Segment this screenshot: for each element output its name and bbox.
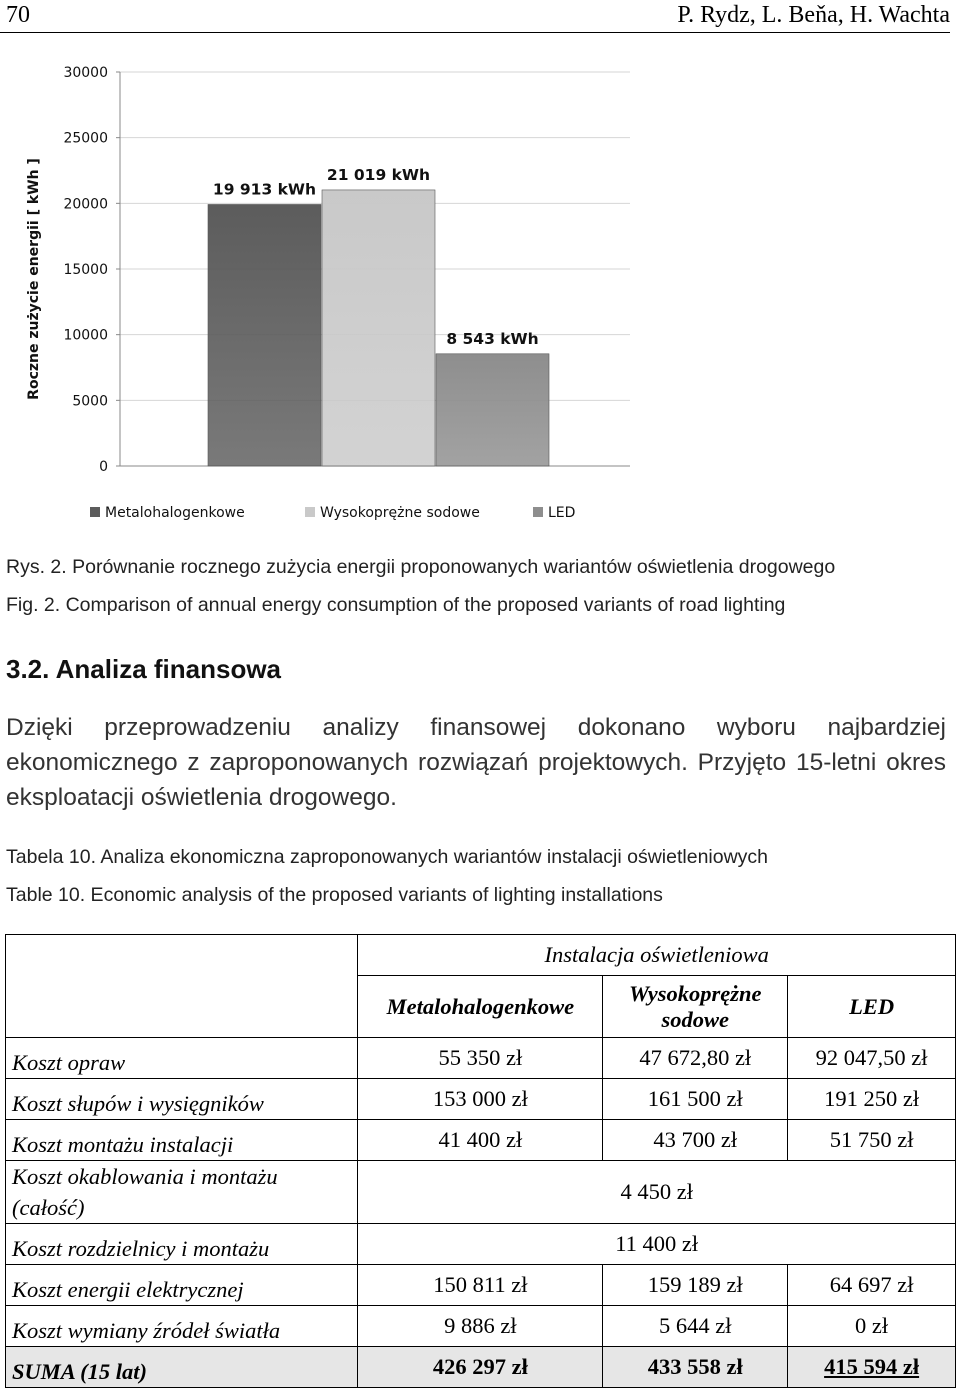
table-cell: 150 811 zł [358, 1265, 603, 1306]
y-tick-label: 30000 [63, 65, 108, 81]
table-row [6, 1265, 956, 1306]
table-cell: 9 886 zł [358, 1306, 603, 1347]
row-label: Koszt wymiany źródeł światła [6, 1306, 358, 1347]
best-total-value: 415 594 zł [824, 1354, 920, 1379]
data-label: 21 019 kWh [326, 165, 431, 184]
total-label: SUMA (15 lat) [6, 1347, 358, 1388]
chart-canvas [0, 44, 640, 540]
running-authors: P. Rydz, L. Beňa, H. Wachta [677, 2, 950, 28]
legend-swatch [305, 507, 315, 517]
total-cell: 426 297 zł [358, 1347, 603, 1388]
legend-swatch [533, 507, 543, 517]
legend-label: Wysokoprężne sodowe [320, 505, 480, 521]
table-cell: 43 700 zł [603, 1120, 788, 1161]
column-header: Metalohalogenkowe [358, 976, 603, 1038]
table-cell: 92 047,50 zł [788, 1038, 956, 1079]
table-total-row [6, 1347, 956, 1388]
data-label: 8 543 kWh [446, 329, 539, 348]
bar-metalohalogenkowe [208, 204, 321, 466]
table-cell: 0 zł [788, 1306, 956, 1347]
row-label: Koszt opraw [6, 1038, 358, 1079]
table-cell: 47 672,80 zł [603, 1038, 788, 1079]
energy-bar-chart [0, 44, 640, 540]
table-cell: 191 250 zł [788, 1079, 956, 1120]
economic-analysis-table [5, 934, 956, 1388]
column-header: Wysokoprężne sodowe [603, 976, 788, 1038]
table-cell: 64 697 zł [788, 1265, 956, 1306]
table-row [6, 1079, 956, 1120]
bar-wysokopr-ne-sodowe [322, 190, 435, 466]
merged-cell: 4 450 zł [358, 1161, 956, 1224]
legend-label: Metalohalogenkowe [105, 505, 245, 521]
table-row [6, 1161, 956, 1224]
table-row [6, 1120, 956, 1161]
section-heading: 3.2. Analiza finansowa [6, 654, 282, 684]
table-row [6, 1038, 956, 1079]
y-tick-label: 5000 [72, 393, 108, 410]
table-row [6, 1224, 956, 1265]
row-label: Koszt okablowania i montażu (całość) [6, 1161, 358, 1224]
table-row [6, 1306, 956, 1347]
figure-caption-en: Fig. 2. Comparison of annual energy consumption of the proposed variants of road lighting [6, 594, 786, 616]
running-header [0, 0, 950, 33]
table-caption-pl: Tabela 10. Analiza ekonomiczna zaproponowanych wariantów instalacji oświetleniowych [6, 846, 769, 868]
y-tick-label: 0 [99, 459, 108, 475]
table-cell: 41 400 zł [358, 1120, 603, 1161]
y-tick-label: 15000 [63, 262, 108, 278]
row-label: Koszt rozdzielnicy i montażu [6, 1224, 358, 1265]
table-header-row [6, 935, 956, 976]
y-tick-label: 25000 [63, 130, 108, 147]
table-cell: 159 189 zł [603, 1265, 788, 1306]
data-label: 19 913 kWh [212, 180, 317, 199]
figure-caption-pl: Rys. 2. Porównanie rocznego zużycia energii proponowanych wariantów oświetlenia drogowego [6, 556, 836, 578]
column-header: LED [788, 976, 956, 1038]
table-cell: 51 750 zł [788, 1120, 956, 1161]
merged-cell: 11 400 zł [358, 1224, 956, 1265]
total-cell best [788, 1347, 956, 1388]
table-cell: 161 500 zł [603, 1079, 788, 1120]
total-cell: 433 558 zł [603, 1347, 788, 1388]
row-label: Koszt słupów i wysięgników [6, 1079, 358, 1120]
y-axis-label: Roczne zużycie energii [ kWh ] [26, 158, 42, 400]
group-header: Instalacja oświetleniowa [358, 935, 956, 976]
bar-led [436, 354, 549, 466]
row-label: Koszt montażu instalacji [6, 1120, 358, 1161]
row-label: Koszt energii elektrycznej [6, 1265, 358, 1306]
legend-swatch [90, 507, 100, 517]
table-cell: 5 644 zł [603, 1306, 788, 1347]
table-cell: 55 350 zł [358, 1038, 603, 1079]
legend-label: LED [548, 505, 576, 521]
y-tick-label: 20000 [63, 196, 108, 213]
table-cell: 153 000 zł [358, 1079, 603, 1120]
page-number: 70 [6, 2, 30, 28]
section-paragraph: Dzięki przeprowadzeniu analizy finansowej dokonano wyboru najbardziej ekonomicznego z zaproponowanych rozwiązań projektowych. Przyjęto 15-letni okres eksploatacji oświetlenia drogowego. [6, 714, 946, 811]
table-corner-cell [6, 935, 358, 1038]
y-tick-label: 10000 [63, 327, 108, 344]
table-caption-en: Table 10. Economic analysis of the proposed variants of lighting installations [6, 884, 663, 906]
